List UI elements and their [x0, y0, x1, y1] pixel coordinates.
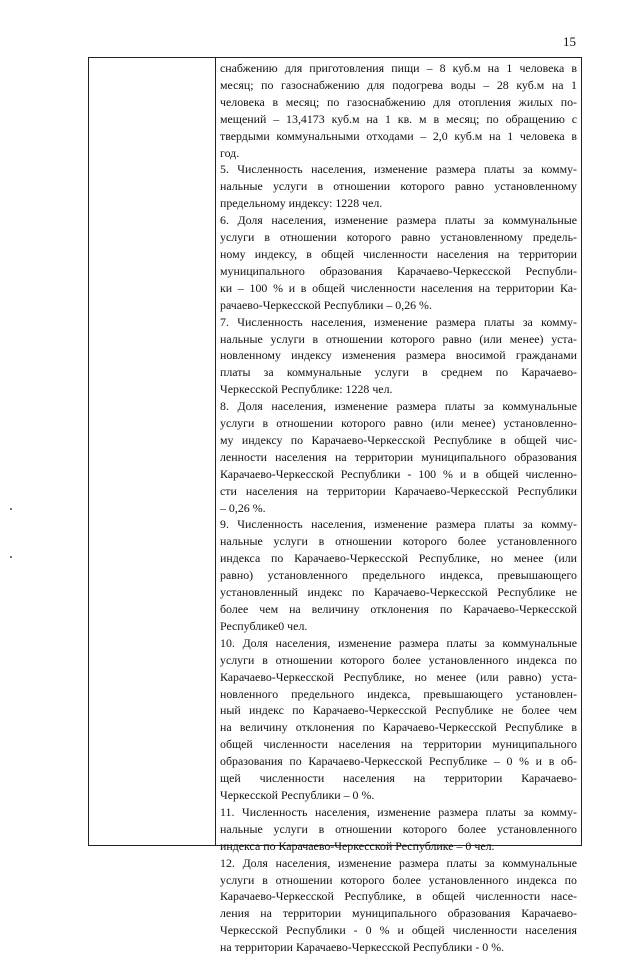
text-line: 6. Доля населения, изменение размера платы за коммунальные — [220, 213, 577, 228]
table-text-column — [216, 58, 581, 956]
document-table — [88, 57, 582, 955]
text-line: новленному индексу изменения размера вносимой гражданами — [220, 348, 577, 363]
text-line: предельному индексу: 1228 чел. — [220, 196, 383, 211]
scan-speck — [10, 508, 12, 510]
text-line: услуги в отношении которого равно (или менее) установленно- — [220, 416, 577, 431]
text-line: Карачаево-Черкесской Республике, в общей численности насе- — [220, 889, 577, 904]
text-line: му индексу по Карачаево-Черкесской Республике в общей чис- — [220, 432, 577, 447]
text-line: нальные услуги в отношении которого более установленного — [220, 534, 577, 549]
text-line: год. — [220, 145, 240, 160]
text-line: муниципального образования Карачаево-Черкесской Республи- — [220, 263, 577, 278]
text-line: ному индексу, в общей численности населения на территории — [220, 246, 577, 261]
text-line: Республике0 чел. — [220, 618, 308, 633]
text-line: нальные услуги в отношении которого более установленного — [220, 821, 577, 836]
scan-speck — [10, 556, 12, 558]
text-line: новленного предельного индекса, превышающего установлен- — [220, 686, 577, 701]
text-line: услуги в отношении которого равно установленному предель- — [220, 230, 577, 245]
text-line: 9. Численность населения, изменение размера платы за комму- — [220, 517, 577, 532]
text-line: ный индекс по Карачаево-Черкесской Республике не более чем — [220, 703, 577, 718]
text-line: мещений – 13,4173 куб.м на 1 кв. м в месяц; по обращению с — [220, 111, 577, 126]
text-line: твердыми коммунальными отходами – 2,0 куб.м на 1 человека в — [220, 128, 577, 143]
text-line: – 0,26 %. — [220, 500, 266, 515]
text-line: Черкесской Республики – 0 %. — [220, 787, 375, 802]
text-line: человека в месяц; по газоснабжению для отопления жилых по- — [220, 94, 577, 109]
text-line: Черкесской Республике: 1228 чел. — [220, 382, 393, 397]
text-line: установленный индекс по Карачаево-Черкесской Республике не — [220, 585, 577, 600]
text-line: равно) установленного предельного индекса, превышающего — [220, 568, 577, 583]
page-number: 15 — [563, 34, 576, 49]
text-line: щей численности населения на территории Карачаево- — [220, 771, 577, 786]
text-line: сти населения на территории Карачаево-Черкесской Республики — [220, 483, 577, 498]
text-line: снабжению для приготовления пищи – 8 куб.м на 1 человека в — [220, 61, 577, 75]
text-line: 11. Численность населения, изменение размера платы за комму- — [220, 804, 577, 819]
text-line: ленности населения на территории муниципального образования — [220, 449, 577, 464]
text-line: услуги в отношении которого более установленного индекса по — [220, 872, 577, 887]
text-line: на территории Карачаево-Черкесской Республики - 0 %. — [220, 940, 505, 955]
text-line: услуги в отношении которого более установленного индекса по — [220, 652, 577, 667]
text-line: 12. Доля населения, изменение размера платы за коммунальные — [220, 855, 577, 870]
text-line: нальные услуги в отношении которого равно установленному — [220, 179, 577, 194]
text-line: общей численности населения на территории муниципального — [220, 737, 577, 752]
text-line: 8. Доля населения, изменение размера платы за коммунальные — [220, 399, 577, 414]
text-line: Карачаево-Черкесской Республики - 100 % и в общей численно- — [220, 466, 577, 481]
text-line: 5. Численность населения, изменение размера платы за комму- — [220, 162, 577, 177]
text-line: ления на территории муниципального образования Карачаево- — [220, 906, 577, 921]
text-line: индекса по Карачаево-Черкесской Республике – 0 чел. — [220, 838, 495, 853]
text-line: образования по Карачаево-Черкесской Республике – 0 % и в об- — [220, 754, 577, 769]
text-line: Черкесской Республики - 0 % и общей численности населения — [220, 923, 577, 938]
text-line: рачаево-Черкесской Республики – 0,26 %. — [220, 297, 432, 312]
text-line: платы за коммунальные услуги в среднем по Карачаево- — [220, 365, 577, 380]
text-line: индекса по Карачаево-Черкесской Республике, но менее (или — [220, 551, 577, 566]
text-line: нальные услуги в отношении которого равно (или менее) уста- — [220, 331, 577, 346]
text-line: месяц; по газоснабжению для подогрева воды – 28 куб.м на 1 — [220, 77, 577, 92]
text-line: 7. Численность населения, изменение размера платы за комму- — [220, 314, 577, 329]
text-line: более чем на величину отклонения по Карачаево-Черкесской — [220, 602, 577, 616]
text-line: 10. Доля населения, изменение размера платы за коммунальные — [220, 635, 577, 650]
text-line: на величину отклонения по Карачаево-Черкесской Республике в — [220, 720, 577, 735]
table-left-column — [89, 58, 216, 845]
text-line: Карачаево-Черкесской Республике, но менее (или равно) уста- — [220, 669, 577, 684]
text-line: ки – 100 % и в общей численности населения на территории Ка- — [220, 280, 577, 295]
